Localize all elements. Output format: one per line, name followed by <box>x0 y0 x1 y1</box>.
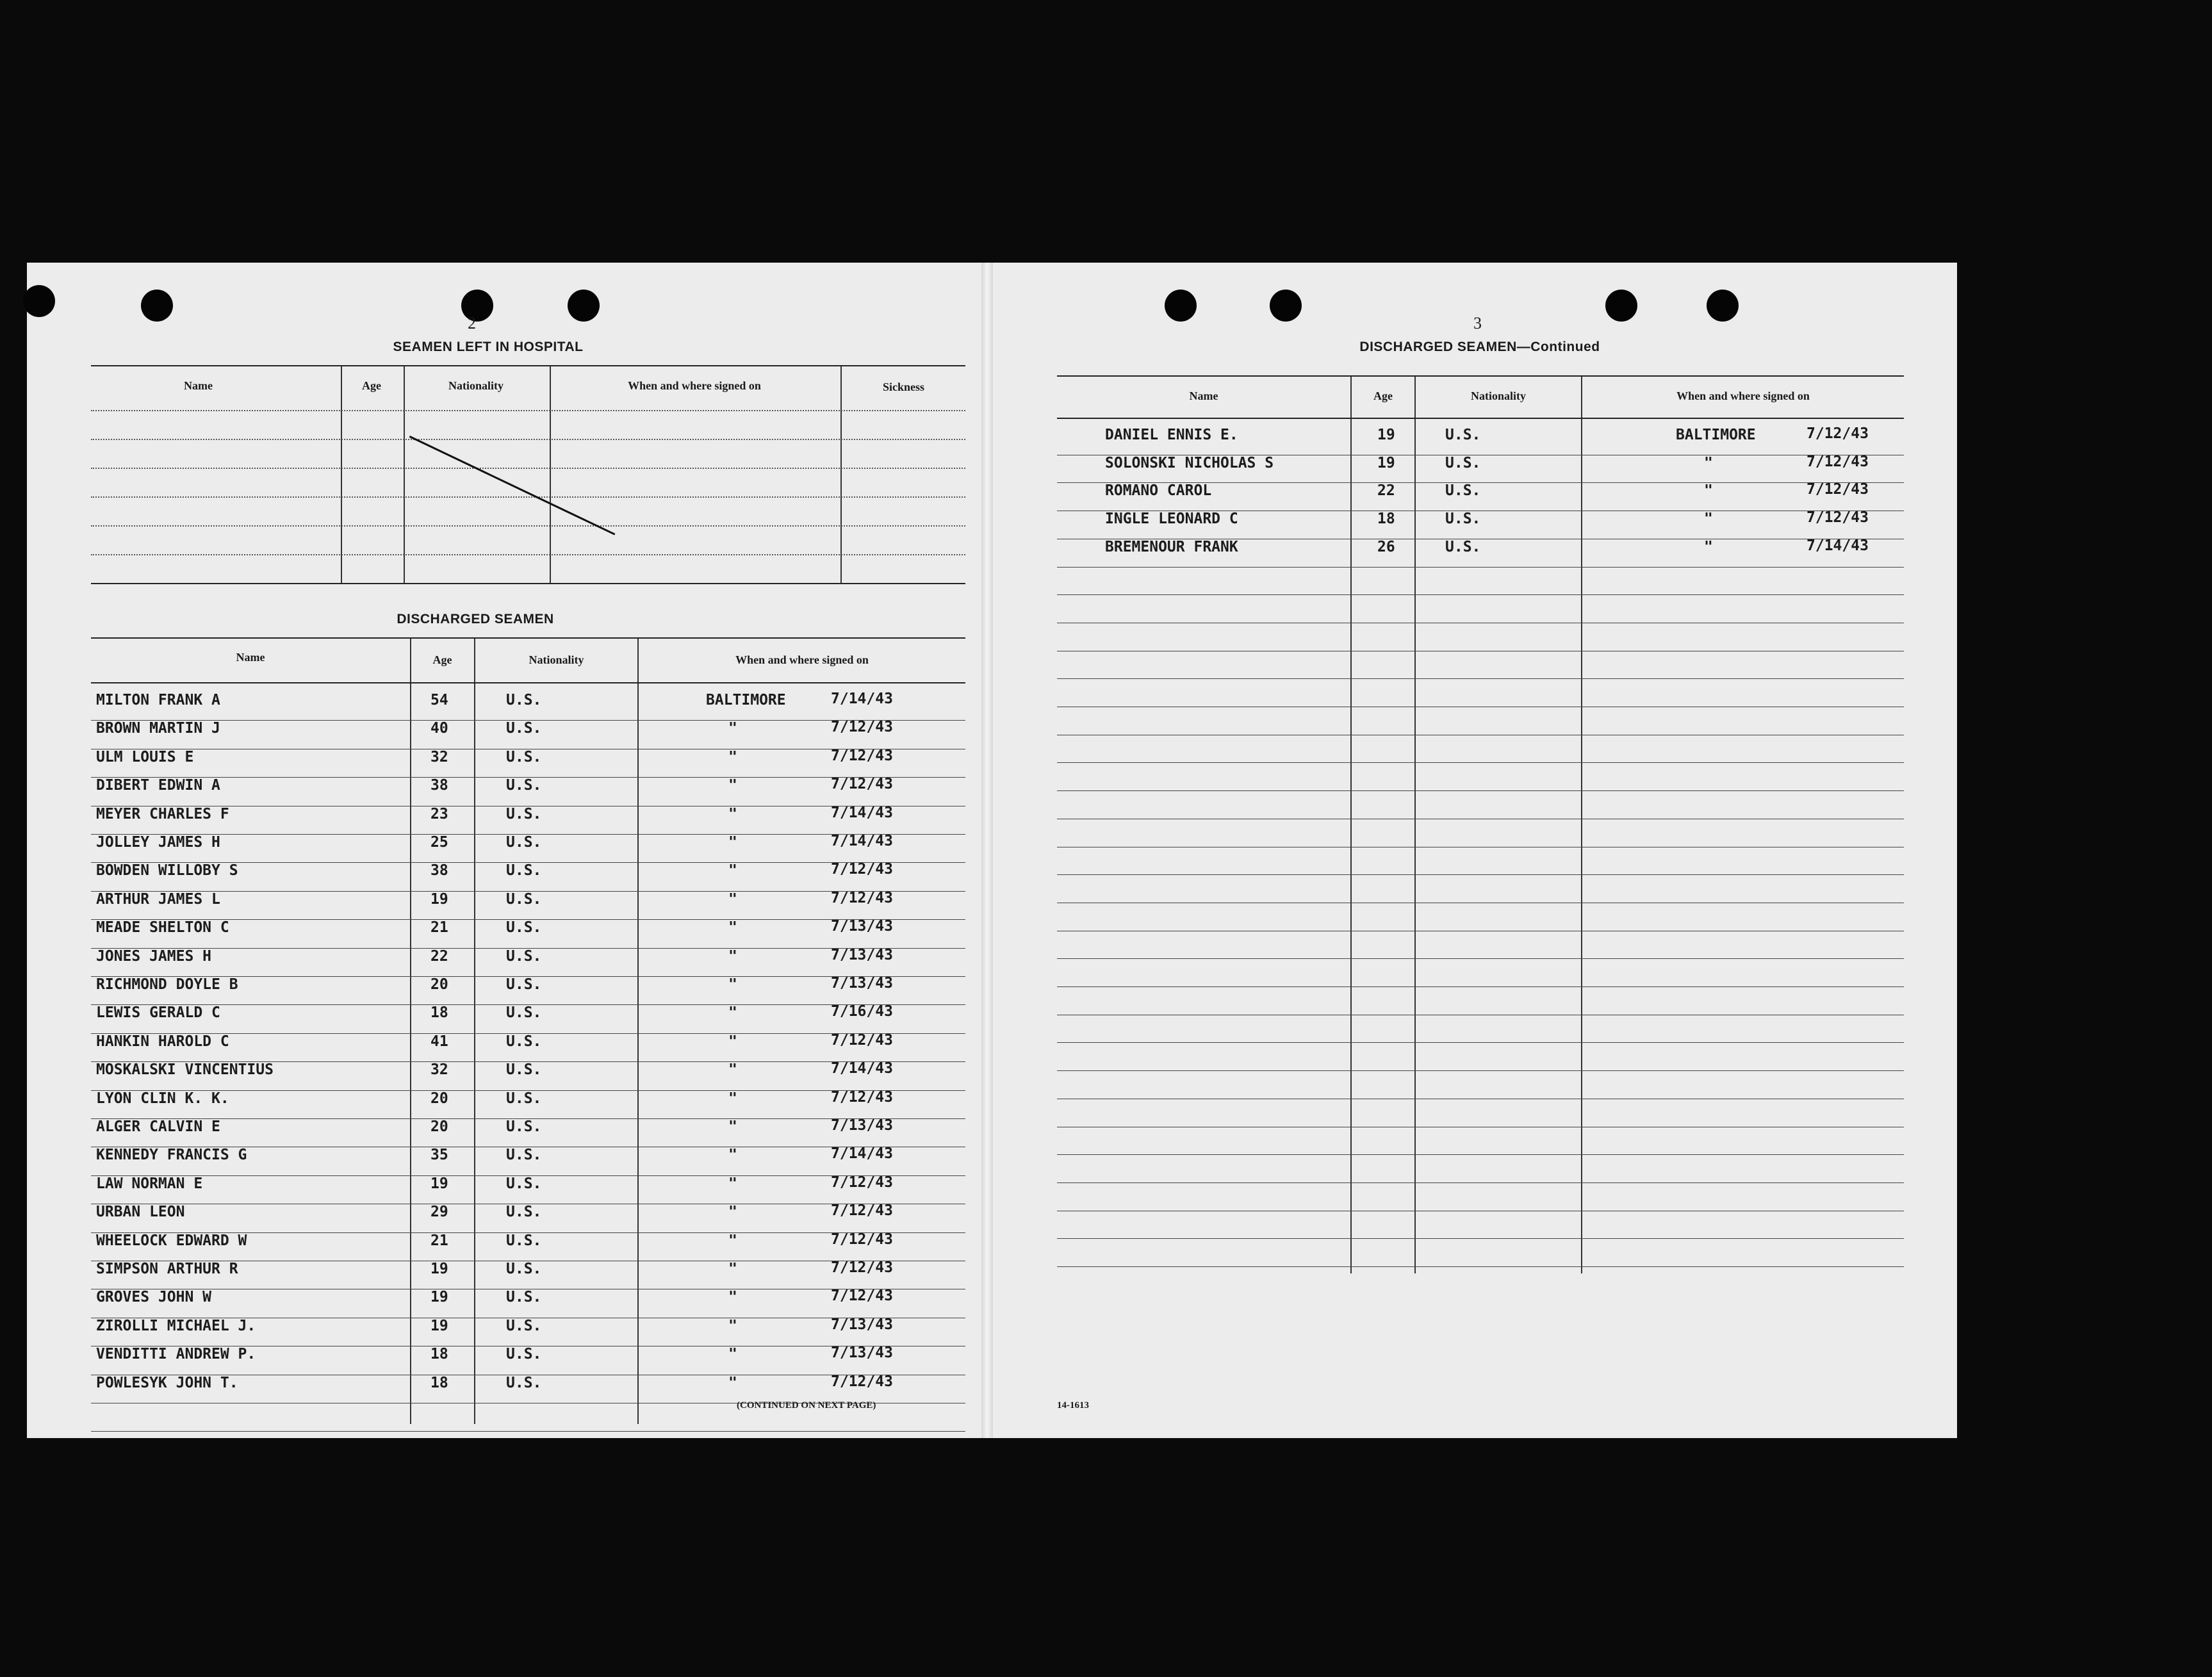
seaman-name: ALGER CALVIN E <box>96 1118 220 1135</box>
seaman-name: BROWN MARTIN J <box>96 720 220 737</box>
seaman-name: ROMANO CAROL <box>1105 482 1212 500</box>
signed-date: 7/12/43 <box>831 861 893 878</box>
seaman-nationality: U.S. <box>506 692 542 708</box>
signed-date: 7/13/43 <box>831 1117 893 1134</box>
seaman-name: DIBERT EDWIN A <box>96 777 220 794</box>
signed-date: 7/14/43 <box>831 833 893 849</box>
header-signed: When and where signed on <box>1676 389 1810 402</box>
seaman-name: GROVES JOHN W <box>96 1289 212 1306</box>
punch-hole <box>1707 290 1739 322</box>
header-nationality: Nationality <box>1470 389 1526 402</box>
seaman-name: WHEELOCK EDWARD W <box>96 1232 247 1249</box>
seaman-name: SOLONSKI NICHOLAS S <box>1105 454 1274 471</box>
seaman-name: MILTON FRANK A <box>96 692 220 708</box>
seaman-nationality: U.S. <box>506 1033 542 1050</box>
seaman-name: ARTHUR JAMES L <box>96 890 220 908</box>
seaman-nationality: U.S. <box>506 1374 542 1391</box>
seaman-nationality: U.S. <box>506 805 542 822</box>
signed-date: 7/13/43 <box>831 975 893 992</box>
table-rule <box>91 410 965 411</box>
seaman-nationality: U.S. <box>506 777 542 794</box>
seaman-nationality: U.S. <box>506 720 542 737</box>
signed-place: BALTIMORE <box>1676 427 1756 443</box>
seaman-age: 19 <box>1377 427 1395 443</box>
seaman-nationality: U.S. <box>506 890 542 908</box>
cancel-slash <box>409 436 616 536</box>
signed-place: " <box>728 805 737 822</box>
continued-note: (CONTINUED ON NEXT PAGE) <box>737 1400 876 1411</box>
table-rule <box>91 496 965 498</box>
seaman-age: 40 <box>430 720 448 737</box>
signed-place: " <box>1704 482 1713 500</box>
seaman-age: 22 <box>430 947 448 965</box>
seaman-age: 38 <box>430 777 448 794</box>
signed-date: 7/12/43 <box>1806 481 1869 498</box>
seaman-nationality: U.S. <box>506 947 542 965</box>
seaman-nationality: U.S. <box>1445 511 1481 528</box>
seaman-age: 19 <box>430 1175 448 1192</box>
seaman-name: VENDITTI ANDREW P. <box>96 1346 256 1363</box>
signed-place: " <box>728 1061 737 1079</box>
seaman-age: 21 <box>430 1232 448 1249</box>
signed-date: 7/12/43 <box>1806 453 1869 470</box>
seaman-nationality: U.S. <box>506 1118 542 1135</box>
punch-hole <box>1165 290 1197 322</box>
seaman-nationality: U.S. <box>506 1175 542 1192</box>
seaman-nationality: U.S. <box>506 834 542 851</box>
signed-date: 7/12/43 <box>831 776 893 793</box>
seaman-age: 22 <box>1377 482 1395 500</box>
header-nationality: Nationality <box>448 379 504 392</box>
seaman-name: MOSKALSKI VINCENTIUS <box>96 1061 274 1079</box>
row-rule <box>1057 567 1904 568</box>
seaman-age: 20 <box>430 1090 448 1107</box>
signed-place: " <box>728 1118 737 1135</box>
table-rule <box>91 365 965 366</box>
seaman-age: 18 <box>430 1374 448 1391</box>
signed-place: " <box>728 919 737 937</box>
signed-date: 7/12/43 <box>831 1174 893 1191</box>
seaman-age: 18 <box>430 1346 448 1363</box>
punch-hole <box>23 285 55 317</box>
seaman-nationality: U.S. <box>506 1317 542 1334</box>
signed-place: " <box>728 1289 737 1306</box>
punch-hole <box>141 290 173 322</box>
seaman-age: 18 <box>1377 511 1395 528</box>
discharged-continued-title: DISCHARGED SEAMEN—Continued <box>1359 339 1600 354</box>
seaman-name: JOLLEY JAMES H <box>96 834 220 851</box>
signed-date: 7/12/43 <box>831 1202 893 1220</box>
signed-date: 7/12/43 <box>831 1088 893 1106</box>
signed-place: " <box>728 1374 737 1391</box>
signed-date: 7/14/43 <box>831 691 893 707</box>
header-name: Name <box>1189 389 1218 402</box>
table-rule <box>91 554 965 555</box>
column-divider <box>474 639 475 1424</box>
left-page <box>27 263 981 1438</box>
signed-place: " <box>728 720 737 737</box>
seaman-nationality: U.S. <box>506 1346 542 1363</box>
row-rule <box>1057 1182 1904 1183</box>
seaman-name: BOWDEN WILLOBY S <box>96 862 238 879</box>
seaman-nationality: U.S. <box>506 1004 542 1022</box>
row-rule <box>1057 1154 1904 1155</box>
signed-place: " <box>728 1204 737 1221</box>
signed-place: BALTIMORE <box>706 692 786 708</box>
signed-place: " <box>728 1232 737 1249</box>
column-divider <box>550 366 551 584</box>
table-rule <box>91 637 965 639</box>
signed-place: " <box>728 890 737 908</box>
seaman-name: ULM LOUIS E <box>96 748 194 765</box>
seaman-age: 19 <box>430 1317 448 1334</box>
header-signed: When and where signed on <box>628 379 761 392</box>
seaman-name: INGLE LEONARD C <box>1105 511 1238 528</box>
seaman-age: 19 <box>1377 454 1395 471</box>
signed-date: 7/12/43 <box>831 747 893 764</box>
row-rule <box>1057 594 1904 595</box>
seaman-age: 26 <box>1377 538 1395 555</box>
seaman-age: 54 <box>430 692 448 708</box>
signed-date: 7/12/43 <box>831 889 893 906</box>
signed-place: " <box>1704 511 1713 528</box>
seaman-age: 19 <box>430 1261 448 1277</box>
row-rule <box>1057 958 1904 959</box>
seaman-nationality: U.S. <box>506 1232 542 1249</box>
seaman-nationality: U.S. <box>506 748 542 765</box>
seaman-name: POWLESYK JOHN T. <box>96 1374 238 1391</box>
right-page <box>993 263 1957 1438</box>
column-divider <box>637 639 639 1424</box>
seaman-age: 19 <box>430 1289 448 1306</box>
form-number: 14-1613 <box>1057 1400 1089 1411</box>
column-divider <box>410 639 411 1424</box>
table-rule <box>1057 418 1904 419</box>
seaman-nationality: U.S. <box>506 1261 542 1277</box>
signed-date: 7/13/43 <box>831 1345 893 1362</box>
table-rule <box>91 682 965 683</box>
signed-place: " <box>728 1346 737 1363</box>
signed-place: " <box>728 1175 737 1192</box>
seaman-nationality: U.S. <box>506 862 542 879</box>
scanned-document <box>27 263 1957 1438</box>
punch-hole <box>461 290 493 322</box>
seaman-name: DANIEL ENNIS E. <box>1105 427 1238 443</box>
row-rule <box>1057 874 1904 875</box>
row-rule <box>1057 986 1904 987</box>
seaman-name: SIMPSON ARTHUR R <box>96 1261 238 1277</box>
table-rule <box>91 525 965 527</box>
discharged-title: DISCHARGED SEAMEN <box>397 612 554 626</box>
seaman-age: 25 <box>430 834 448 851</box>
signed-place: " <box>728 1090 737 1107</box>
signed-place: " <box>728 976 737 993</box>
seaman-age: 41 <box>430 1033 448 1050</box>
seaman-age: 20 <box>430 1118 448 1135</box>
header-age: Age <box>362 379 381 392</box>
signed-place: " <box>728 1004 737 1022</box>
seaman-name: JONES JAMES H <box>96 947 212 965</box>
signed-date: 7/14/43 <box>831 1060 893 1077</box>
seaman-nationality: U.S. <box>1445 538 1481 555</box>
page-number: 3 <box>1473 314 1482 332</box>
row-rule <box>1057 678 1904 679</box>
seaman-age: 18 <box>430 1004 448 1022</box>
page-number: 2 <box>468 314 476 332</box>
header-age: Age <box>432 653 452 666</box>
seaman-age: 38 <box>430 862 448 879</box>
signed-date: 7/13/43 <box>831 1316 893 1333</box>
table-rule <box>91 583 965 584</box>
signed-date: 7/12/43 <box>831 719 893 736</box>
row-rule <box>91 1431 965 1432</box>
seaman-name: LYON CLIN K. K. <box>96 1090 229 1107</box>
hospital-title: SEAMEN LEFT IN HOSPITAL <box>393 339 584 354</box>
seaman-age: 32 <box>430 1061 448 1079</box>
punch-hole <box>1270 290 1302 322</box>
signed-place: " <box>728 834 737 851</box>
seaman-name: MEYER CHARLES F <box>96 805 229 822</box>
punch-hole <box>1605 290 1637 322</box>
signed-date: 7/16/43 <box>831 1003 893 1020</box>
seaman-name: URBAN LEON <box>96 1204 185 1221</box>
seaman-age: 35 <box>430 1147 448 1164</box>
signed-date: 7/12/43 <box>831 1288 893 1305</box>
row-rule <box>1057 1042 1904 1043</box>
seaman-nationality: U.S. <box>506 1090 542 1107</box>
signed-place: " <box>728 1147 737 1164</box>
row-rule <box>1057 1070 1904 1071</box>
signed-place: " <box>728 1317 737 1334</box>
seaman-nationality: U.S. <box>1445 482 1481 500</box>
signed-date: 7/12/43 <box>831 1231 893 1248</box>
row-rule <box>1057 1238 1904 1239</box>
header-name: Name <box>236 651 265 664</box>
row-rule <box>1057 1266 1904 1267</box>
seaman-nationality: U.S. <box>1445 454 1481 471</box>
signed-date: 7/13/43 <box>831 946 893 963</box>
seaman-age: 19 <box>430 890 448 908</box>
seaman-age: 20 <box>430 976 448 993</box>
punch-hole <box>568 290 600 322</box>
column-divider <box>840 366 842 584</box>
seaman-name: LAW NORMAN E <box>96 1175 203 1192</box>
header-nationality: Nationality <box>528 653 584 666</box>
signed-place: " <box>728 862 737 879</box>
seaman-nationality: U.S. <box>506 1147 542 1164</box>
seaman-nationality: U.S. <box>506 1061 542 1079</box>
binding-gutter <box>981 263 993 1438</box>
table-rule <box>91 439 965 440</box>
header-name: Name <box>184 379 213 392</box>
seaman-name: LEWIS GERALD C <box>96 1004 220 1022</box>
seaman-age: 29 <box>430 1204 448 1221</box>
signed-date: 7/14/43 <box>831 804 893 821</box>
seaman-name: BREMENOUR FRANK <box>1105 538 1238 555</box>
signed-date: 7/12/43 <box>1806 509 1869 527</box>
row-rule <box>1057 790 1904 791</box>
seaman-age: 23 <box>430 805 448 822</box>
signed-date: 7/13/43 <box>831 918 893 935</box>
seaman-name: MEADE SHELTON C <box>96 919 229 937</box>
seaman-name: KENNEDY FRANCIS G <box>96 1147 247 1164</box>
seaman-age: 21 <box>430 919 448 937</box>
seaman-name: RICHMOND DOYLE B <box>96 976 238 993</box>
seaman-nationality: U.S. <box>1445 427 1481 443</box>
seaman-name: HANKIN HAROLD C <box>96 1033 229 1050</box>
signed-date: 7/12/43 <box>831 1031 893 1049</box>
column-divider <box>341 366 342 584</box>
column-divider <box>404 366 405 584</box>
table-rule <box>1057 375 1904 377</box>
row-rule <box>1057 762 1904 763</box>
seaman-nationality: U.S. <box>506 1289 542 1306</box>
seaman-age: 32 <box>430 748 448 765</box>
table-rule <box>91 468 965 469</box>
seaman-nationality: U.S. <box>506 976 542 993</box>
signed-place: " <box>1704 538 1713 555</box>
signed-place: " <box>728 777 737 794</box>
seaman-nationality: U.S. <box>506 1204 542 1221</box>
header-signed: When and where signed on <box>735 653 869 666</box>
signed-place: " <box>728 748 737 765</box>
signed-place: " <box>728 1033 737 1050</box>
signed-place: " <box>1704 454 1713 471</box>
signed-date: 7/12/43 <box>831 1373 893 1390</box>
signed-place: " <box>728 1261 737 1277</box>
signed-date: 7/14/43 <box>1806 537 1869 554</box>
header-age: Age <box>1373 389 1393 402</box>
seaman-nationality: U.S. <box>506 919 542 937</box>
signed-date: 7/14/43 <box>831 1145 893 1163</box>
seaman-name: ZIROLLI MICHAEL J. <box>96 1317 256 1334</box>
signed-place: " <box>728 947 737 965</box>
signed-date: 7/12/43 <box>831 1259 893 1276</box>
header-sickness: Sickness <box>882 380 925 393</box>
signed-date: 7/12/43 <box>1806 425 1869 442</box>
